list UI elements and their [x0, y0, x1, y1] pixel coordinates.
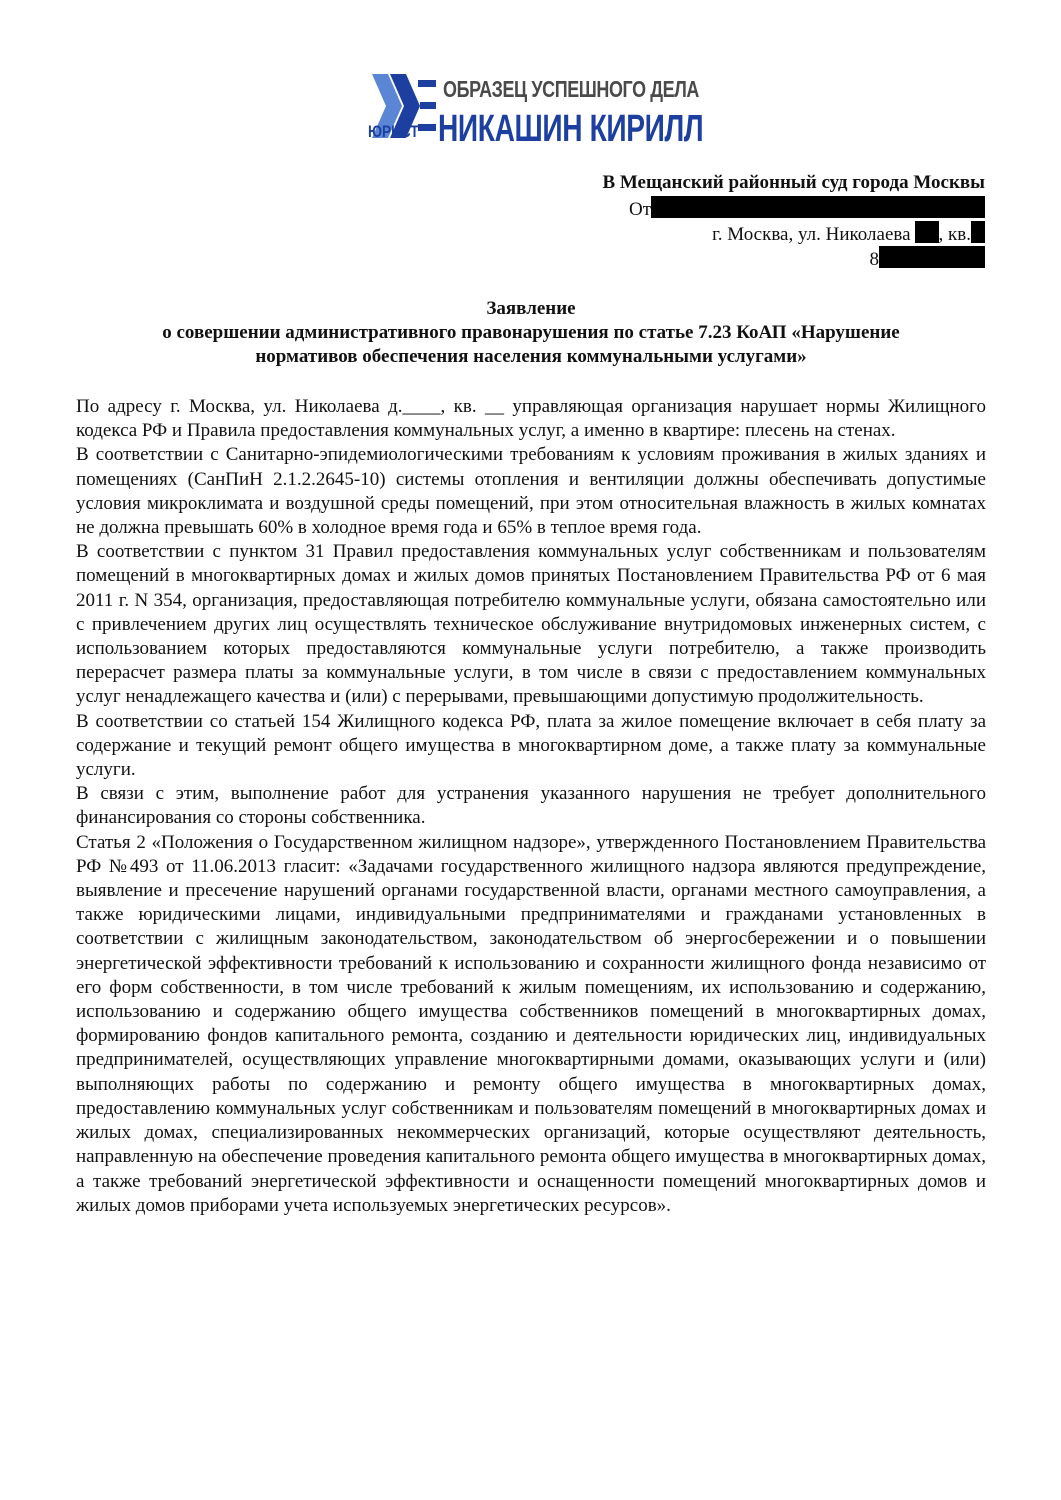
redacted-name — [651, 196, 985, 218]
paragraph: Статья 2 «Положения о Государственном жилищном надзоре», утвержденного Постановлением Правительства РФ №493 от 11.06.2013 гласит: «Задачами государственного жилищного надзора являются предупреждение, выявление и пресечение нарушений органами государственной власти, органами местного самоуправления, а также юридическими лицами, индивидуальными предпринимателями и гражданами установленных в соответствии с жилищным законодательством, законодательством об энергосбережении и о повышении энергетической эффективности требований к использованию и сохранности жилищного фонда независимо от его форм собственности, в том числе требований к жилым помещениям, их использованию и содержанию, использованию и содержанию общего имущества собственников помещений в многоквартирных домах, формированию фондов капитального ремонта, созданию и деятельности юридических лиц, индивидуальных предпринимателей, осуществляющих управление многоквартирными домами, оказывающих услуги и (или) выполняющих работы по содержанию и ремонту общего имущества в многоквартирных домах, предоставлению коммунальных услуг собственникам и пользователям помещений в многоквартирных домах и жилых домах, специализированных некоммерческих организаций, которые осуществляют деятельность, направленную на обеспечение проведения капитального ремонта общего имущества в многоквартирных домах, а также требований энергетической эффективности и оснащенности помещений многоквартирных домов и жилых домов приборами учета используемых энергетических ресурсов». — [76, 831, 986, 1216]
redacted-house-number — [915, 221, 939, 243]
address-prefix: г. Москва, ул. Николаева — [712, 224, 911, 245]
logo — [368, 66, 704, 150]
paragraph: В соответствии с Санитарно-эпидемиологическими требованиям к условиям проживания в жилых зданиях и помещениях (СанПиН 2.1.2.2645-10) системы отопления и вентиляции должны обеспечивать допустимые условия микроклимата и воздушной среды помещений, при этом относительная влажность в жилых комнатах не должна превышать 60% в холодное время года и 65% в теплое время года. — [76, 444, 986, 539]
paragraph: По адресу г. Москва, ул. Николаева д.____, кв. __ управляющая организация нарушает нормы Жилищного кодекса РФ и Правила предоставления коммунальных услуг, а именно в квартире: плесень на стенах. — [76, 396, 986, 442]
redacted-phone — [879, 246, 985, 268]
logo-tagline: ОБРАЗЕЦ УСПЕШНОГО ДЕЛА — [443, 76, 699, 102]
logo-name: НИКАШИН КИРИЛЛ — [438, 108, 704, 150]
phone-line — [870, 246, 986, 271]
paragraph: В соответствии с пунктом 31 Правил предоставления коммунальных услуг собственникам и пользователям помещений в многоквартирных домах и жилых домов принятых Постановлением Правительства РФ от 6 мая 2011 г. N 354, организация, предоставляющая потребителю коммунальные услуги, обязана самостоятельно или с привлечением других лиц осуществлять техническое обслуживание внутридомовых инженерных систем, с использованием которых предоставляются коммунальные услуги потребителю, а также производить перерасчет размера платы за коммунальные услуги, в том числе в связи с предоставлением коммунальных услуг ненадлежащего качества и (или) с перерывами, превышающими допустимую продолжительность. — [76, 541, 986, 708]
document-body — [76, 395, 986, 1218]
logo-profession: ЮРИСТ — [368, 122, 419, 141]
redacted-apartment-number — [971, 221, 985, 243]
address-middle: , кв. — [938, 224, 971, 245]
phone-prefix: 8 — [869, 249, 879, 270]
document-title — [76, 297, 986, 369]
address-line — [712, 221, 985, 246]
from-line — [629, 196, 985, 221]
paragraph: В связи с этим, выполнение работ для устранения указанного нарушения не требует дополнительного финансирования со стороны собственника. — [76, 783, 986, 829]
title-line-1: Заявление — [486, 298, 576, 319]
from-prefix: От — [628, 199, 651, 220]
title-line-2: о совершении административного правонарушения по статье 7.23 КоАП «Нарушение — [162, 322, 900, 343]
paragraph: В соответствии со статьей 154 Жилищного кодекса РФ, плата за жилое помещение включает в себя плату за содержание и текущий ремонт общего имущества в многоквартирном доме, а также плату за коммунальные услуги. — [76, 710, 986, 781]
title-line-3: нормативов обеспечения населения коммунальными услугами» — [255, 346, 807, 367]
addressee: В Мещанский районный суд города Москвы — [602, 172, 985, 193]
